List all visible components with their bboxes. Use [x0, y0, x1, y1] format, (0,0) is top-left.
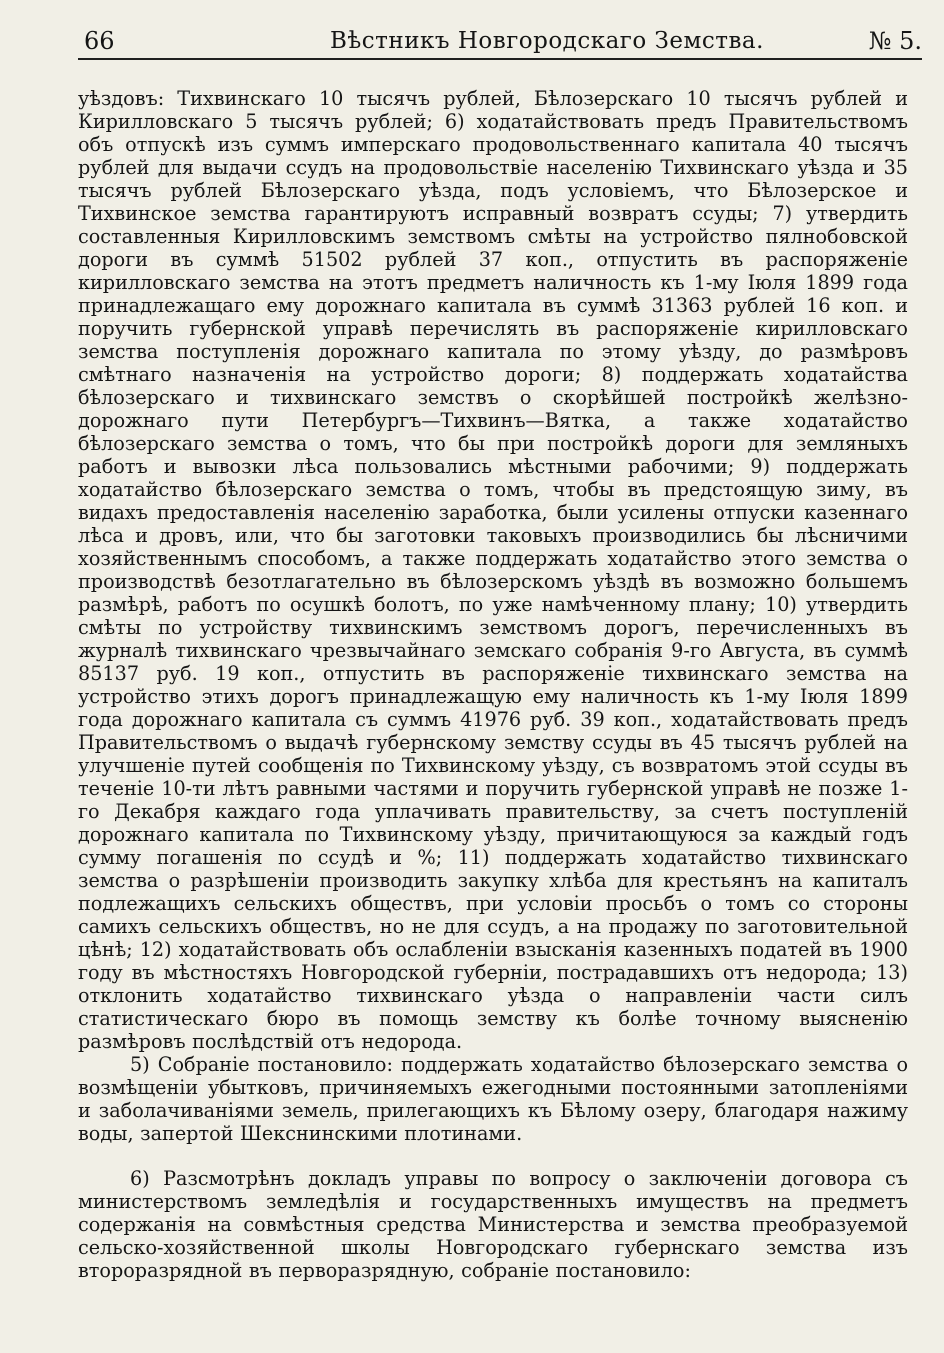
running-header — [78, 24, 922, 58]
paragraph-6: 6) Разсмотрѣнъ докладъ управы по вопросу о заключеніи договора съ министерствомъ земледѣлія и государственныхъ имуществъ на предметъ содержанія на совмѣстныя средства Министерства и земства преобразуемой сельско-хозяйственной школы Новгородскаго губернскаго земства изъ второразрядной въ перворазрядную, собраніе постановило: — [78, 1167, 908, 1282]
paragraph-decisions-continued: уѣздовъ: Тихвинскаго 10 тысячъ рублей, Бѣлозерскаго 10 тысячъ рублей и Кирилловскаго 5 тысячъ рублей; 6) ходатайствовать предъ Правительствомъ объ отпускѣ изъ суммъ имперскаго продовольственнаго капитала 40 тысячъ рублей для выдачи ссудъ на продовольствіе населенію Тихвинскаго уѣзда и 35 тысячъ рублей Бѣлозерскаго уѣзда, подъ условіемъ, что Бѣлозерское и Тихвинское земства гарантируютъ исправный возвратъ ссуды; 7) утвердить составленныя Кирилловскимъ земствомъ смѣты на устройство пялнобовской дороги въ суммѣ 51502 рублей 37 коп., отпустить въ распоряженіе кирилловскаго земства на этотъ предметъ наличность къ 1-му Іюля 1899 года принадлежащаго ему дорожнаго капитала въ суммѣ 31363 рублей 16 коп. и поручить губернской управѣ перечислять въ распоряженіе кирилловскаго земства поступленія дорожнаго капитала по этому уѣзду, до размѣровъ смѣтнаго назначенія на устройство дороги; 8) поддержать ходатайства бѣлозерскаго и тихвинскаго земствъ о скорѣйшей постройкѣ желѣзно-дорожнаго пути Петербургъ—Тихвинъ—Вятка, а также ходатайство бѣлозерскаго земства о томъ, что бы при постройкѣ дороги для земляныхъ работъ и вывозки лѣса пользовались мѣстными рабочими; 9) поддержать ходатайство бѣлозерскаго земства о томъ, чтобы въ предстоящую зиму, въ видахъ предоставленія населенію заработка, были усилены отпуски казеннаго лѣса и дровъ, или, что бы заготовки таковыхъ производились бы лѣсничими хозяйственнымъ способомъ, а также поддержать ходатайство этого земства о производствѣ безотлагательно въ бѣлозерскомъ уѣздѣ въ возможно большемъ размѣрѣ, работъ по осушкѣ болотъ, по уже намѣченному плану; 10) утвердить смѣты по устройству тихвинскимъ земствомъ дорогъ, перечисленныхъ въ журналѣ тихвинскаго чрезвычайнаго земскаго собранія 9-го Августа, въ суммѣ 85137 руб. 19 коп., отпустить въ распоряженіе тихвинскаго земства на устройство этихъ дорогъ принадлежащую ему наличность къ 1-му Іюля 1899 года дорожнаго капитала съ суммъ 41976 руб. 39 коп., ходатайствовать предъ Правительствомъ о выдачѣ губернскому земству ссуды въ 45 тысячъ рублей на улучшеніе путей сообщенія по Тихвинскому уѣзду, съ возвратомъ этой ссуды въ теченіе 10-ти лѣтъ равными частями и поручить губернской управѣ не позже 1-го Декабря каждаго года уплачивать правительству, за счетъ поступленій дорожнаго капитала по Тихвинскому уѣзду, причитающуюся за каждый годъ сумму погашенія по ссудѣ и %; 11) поддержать ходатайство тихвинскаго земства о разрѣшеніи производить закупку хлѣба для крестьянъ на капиталъ подлежащихъ сельскихъ обществъ, при условіи просьбъ о томъ со стороны самихъ сельскихъ обществъ, но не для ссудъ, а на продажу по заготовительной цѣнѣ; 12) ходатайствовать объ ослабленіи взысканія казенныхъ податей въ 1900 году въ мѣстностяхъ Новгородской губерніи, пострадавшихъ отъ недорода; 13) отклонить ходатайство тихвинскаго уѣзда о направленіи части силъ статистическаго бюро въ помощь земству къ болѣе точному выясненію размѣровъ послѣдствій отъ недорода. — [78, 87, 908, 1053]
header-rule — [78, 58, 922, 60]
page-number: 66 — [84, 27, 115, 55]
journal-title: Вѣстникъ Новгородскаго Земства. — [330, 28, 764, 54]
body-text-block — [78, 87, 908, 1053]
body-text-block-5 — [78, 1053, 908, 1145]
issue-number: № 5. — [868, 27, 922, 55]
paragraph-5: 5) Собраніе постановило: поддержать ходатайство бѣлозерскаго земства о возмѣщеніи убытковъ, причиняемыхъ ежегодными постоянными затопленіями и заболачиваніями земель, прилегающихъ къ Бѣлому озеру, благодаря нажиму воды, запертой Шекснинскими плотинами. — [78, 1053, 908, 1145]
body-text-block-6 — [78, 1167, 908, 1282]
